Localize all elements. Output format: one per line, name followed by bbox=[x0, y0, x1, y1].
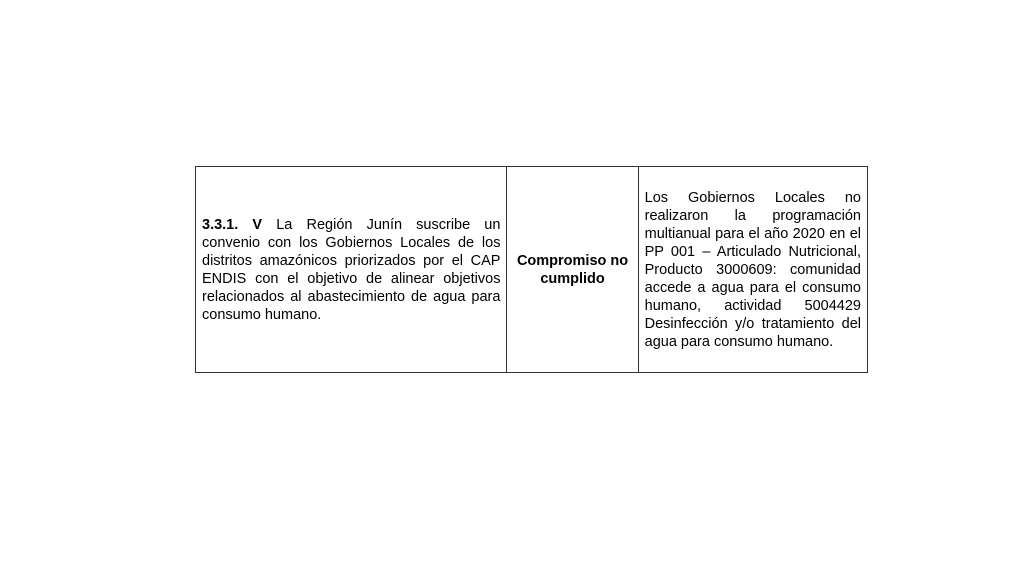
detail-text: Los Gobiernos Locales no realizaron la programación multianual para el año 2020 en el PP 001 – Articulado Nutricional, Producto 3000609: comunidad accede a agua para el consumo humano, actividad 5004429 Desinfección y/o tratamiento del agua para consumo humano. bbox=[644, 189, 861, 350]
detail-cell bbox=[638, 167, 867, 373]
commitment-code: 3.3.1. V bbox=[202, 216, 263, 233]
commitment-table bbox=[195, 166, 868, 373]
table-row bbox=[196, 167, 868, 373]
status-cell bbox=[507, 167, 638, 373]
commitment-cell bbox=[196, 167, 507, 373]
commitment-text: La Región Junín suscribe un convenio con los Gobiernos Locales de los distritos amazónicos priorizados por el CAP ENDIS con el objetivo de alinear objetivos relacionados al abastecimiento de agua para consumo humano. bbox=[202, 216, 501, 323]
status-text: Compromiso no cumplido bbox=[516, 252, 629, 287]
